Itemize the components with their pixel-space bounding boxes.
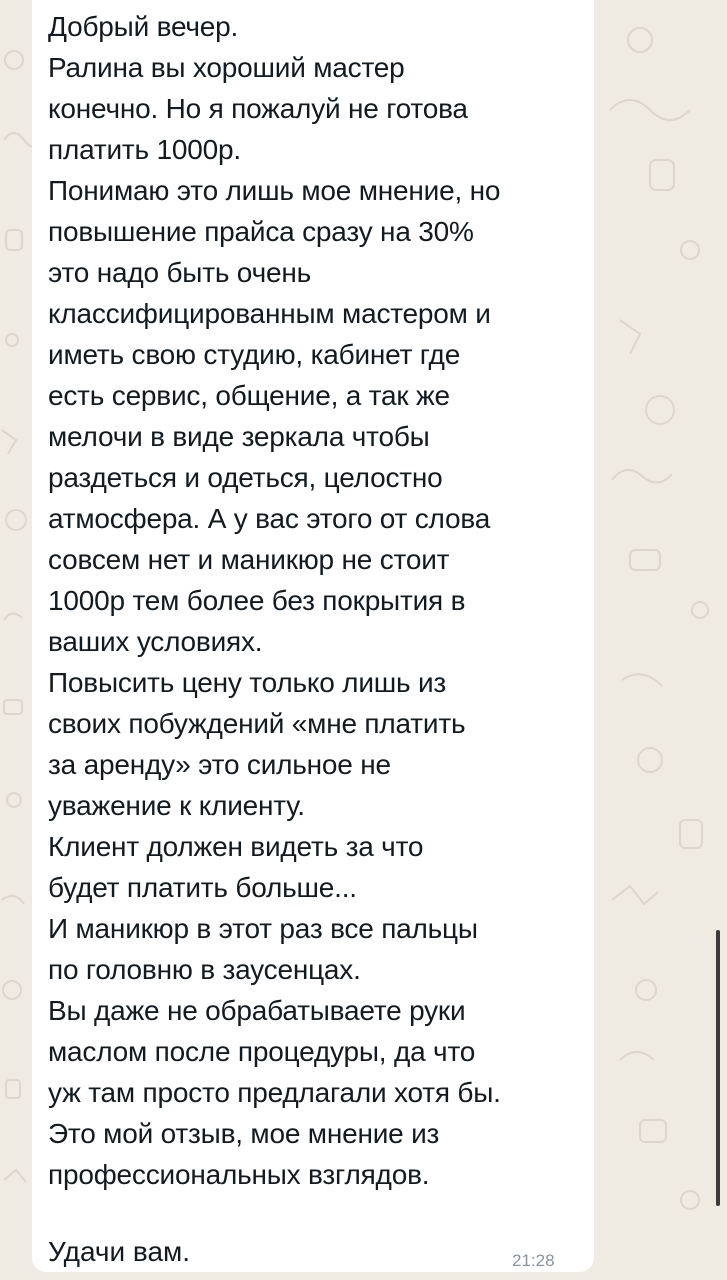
message-line: И маникюр в этот раз все пальцы [48, 913, 478, 944]
message-line: иметь свою студию, кабинет где [48, 339, 461, 370]
message-line: уж там просто предлагали хотя бы. [48, 1077, 501, 1108]
message-line: Повысить цену только лишь из [48, 667, 447, 698]
message-line: маслом после процедуры, да что [48, 1036, 476, 1067]
message-line: профессиональных взглядов. [48, 1159, 430, 1190]
message-line: будет платить больше... [48, 872, 357, 903]
message-line: Клиент должен видеть за что [48, 831, 424, 862]
message-line: мелочи в виде зеркала чтобы [48, 421, 430, 452]
message-line: за аренду» это сильное не [48, 749, 391, 780]
message-line: Ралина вы хороший мастер [48, 52, 405, 83]
message-line: Это мой отзыв, мое мнение из [48, 1118, 440, 1149]
message-line: есть сервис, общение, а так же [48, 380, 450, 411]
message-line: повышение прайса сразу на 30% [48, 216, 474, 247]
message-text [48, 6, 588, 1195]
message-line: классифицированным мастером и [48, 298, 491, 329]
message-line: атмосфера. А у вас этого от слова [48, 503, 491, 534]
message-line: уважение к клиенту. [48, 790, 305, 821]
message-line: Вы даже не обрабатываете руки [48, 995, 466, 1026]
message-line: раздеться и одеться, целостно [48, 462, 443, 493]
message-line: Понимаю это лишь мое мнение, но [48, 175, 501, 206]
message-closing-line: Удачи вам. [48, 1236, 191, 1267]
message-line: конечно. Но я пожалуй не готова [48, 93, 468, 124]
message-line: 1000р тем более без покрытия в [48, 585, 466, 616]
message-timestamp: 21:28 [512, 1251, 555, 1270]
message-line: своих побуждений «мне платить [48, 708, 466, 739]
scrollbar-thumb[interactable] [716, 930, 720, 1206]
message-line: ваших условиях. [48, 626, 263, 657]
message-line: по головню в заусенцах. [48, 954, 361, 985]
message-line: это надо быть очень [48, 257, 311, 288]
message-line: платить 1000р. [48, 134, 241, 165]
message-line: совсем нет и маникюр не стоит [48, 544, 450, 575]
message-line: Добрый вечер. [48, 11, 239, 42]
